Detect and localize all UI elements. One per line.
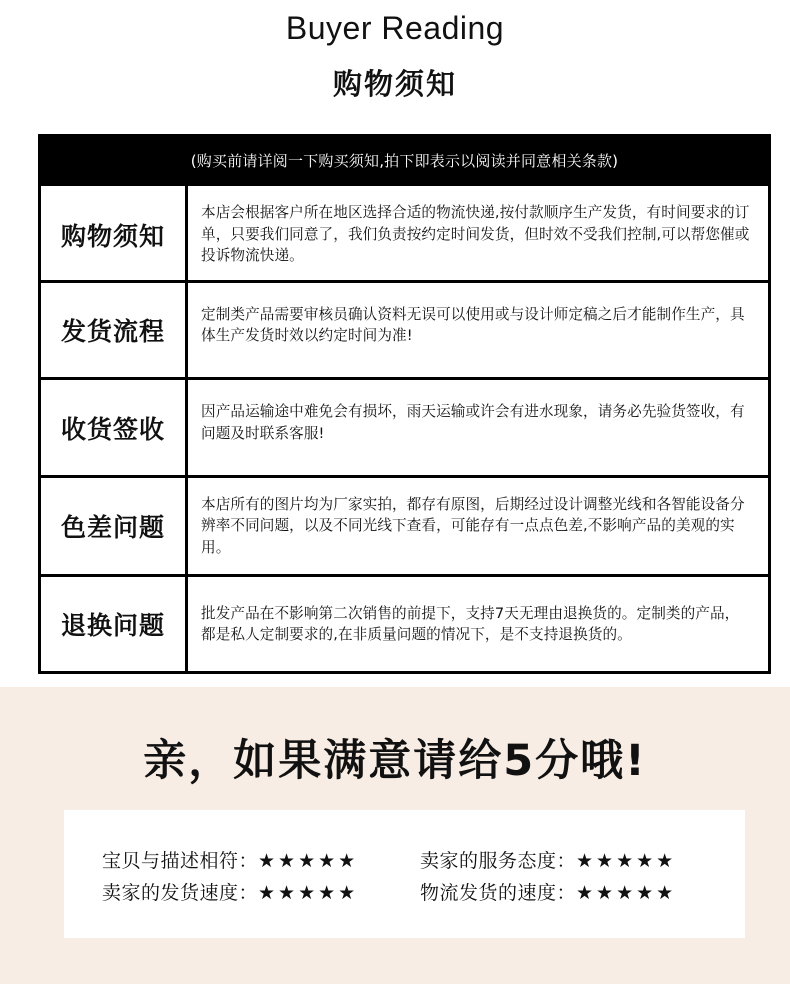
star-rating-icon: ★★★★★	[258, 850, 359, 872]
table-row	[41, 280, 768, 377]
rating-label: 物流发货的速度：	[420, 882, 577, 904]
rating-item	[102, 878, 358, 905]
row-content: 定制类产品需要审核员确认资料无误可以使用或与设计师定稿之后才能制作生产，具体生产发货时效以约定时间为准!	[201, 305, 745, 344]
rating-item	[420, 846, 676, 873]
rating-item	[102, 846, 358, 873]
row-content: 本店所有的图片均为厂家实拍，都存有原图，后期经过设计调整光线和各智能设备分辨率不同问题，以及不同光线下查看，可能存有一点点色差,不影响产品的美观的实用。	[201, 495, 745, 556]
table-row	[41, 574, 768, 671]
page-title-cn: 购物须知	[332, 67, 457, 101]
row-label: 退换问题	[41, 577, 188, 671]
row-label: 色差问题	[41, 478, 188, 574]
star-rating-icon: ★★★★★	[576, 882, 677, 904]
star-rating-icon: ★★★★★	[576, 850, 677, 872]
rating-card	[64, 810, 745, 938]
rating-label: 卖家的发货速度：	[102, 882, 259, 904]
row-content: 批发产品在不影响第二次销售的前提下，支持7天无理由退换货的。定制类的产品，都是私人定制要求的,在非质量问题的情况下，是不支持退换货的。	[201, 604, 740, 643]
rating-slogan: 亲，如果满意请给5分哦!	[143, 736, 647, 786]
row-label: 收货签收	[41, 380, 188, 475]
rating-label: 宝贝与描述相符：	[102, 850, 259, 872]
row-label: 发货流程	[41, 283, 188, 377]
table-notice-header: (购买前请详阅一下购买须知,拍下即表示以阅读并同意相关条款)	[38, 134, 771, 186]
table-row	[41, 377, 768, 475]
table-row	[41, 475, 768, 574]
rating-item	[420, 878, 676, 905]
rating-label: 卖家的服务态度：	[420, 850, 577, 872]
star-rating-icon: ★★★★★	[258, 882, 359, 904]
notice-table	[38, 134, 771, 674]
row-content: 因产品运输途中难免会有损坏，雨天运输或许会有进水现象，请务必先验货签收，有问题及时联系客服!	[201, 403, 745, 442]
page-title-en: Buyer Reading	[285, 10, 505, 46]
table-row	[41, 186, 768, 283]
row-content: 本店会根据客户所在地区选择合适的物流快递,按付款顺序生产发货，有时间要求的订单，只要我们同意了，我们负责按约定时间发货，但时效不受我们控制,可以帮您催或投诉物流快递。	[201, 204, 750, 265]
row-label: 购物须知	[41, 186, 188, 283]
